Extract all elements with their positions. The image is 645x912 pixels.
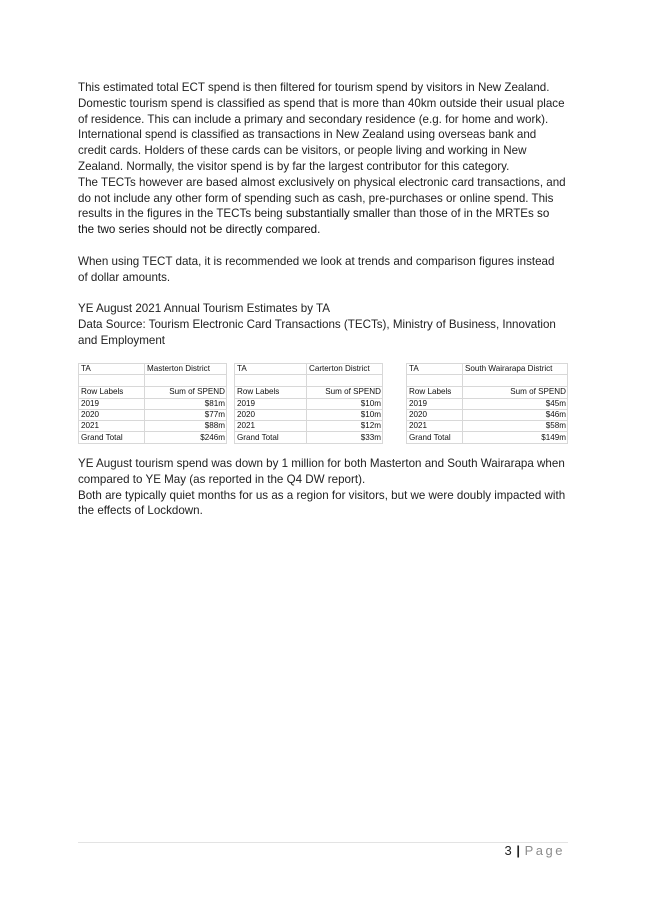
row-labels-header: Row Labels: [79, 387, 145, 398]
paragraph-quiet-months: Both are typically quiet months for us as a region for visitors, but we were doubly impacted with the effects of Lockdown.: [78, 488, 566, 518]
ta-label: TA: [235, 364, 307, 375]
row-label: 2020: [235, 409, 307, 420]
paragraph-tect-limitations: [78, 175, 566, 238]
table-row: [407, 398, 568, 409]
row-value: $10m: [307, 398, 383, 409]
page-footer: [505, 843, 566, 858]
grand-total-value: $33m: [307, 432, 383, 443]
grand-total-label: Grand Total: [235, 432, 307, 443]
ta-label: TA: [79, 364, 145, 375]
sum-header: Sum of SPEND: [307, 387, 383, 398]
row-labels-header: Row Labels: [407, 387, 463, 398]
row-value: $58m: [463, 421, 568, 432]
sum-header: Sum of SPEND: [145, 387, 227, 398]
body-text-top: [78, 80, 566, 349]
paragraph-tect-text-c: than those of in the MRTEs: [390, 207, 538, 221]
page-label: Page: [524, 843, 565, 858]
table-row: [79, 421, 227, 432]
row-value: $81m: [145, 398, 227, 409]
table-row: [407, 409, 568, 420]
row-label: 2019: [235, 398, 307, 409]
pivot-table-south-wairarapa: [406, 363, 568, 444]
grand-total-label: Grand Total: [79, 432, 145, 443]
row-label: 2019: [79, 398, 145, 409]
ta-value: South Wairarapa District: [463, 364, 568, 375]
footer-divider: [78, 842, 568, 843]
table-row: [79, 398, 227, 409]
row-label: 2021: [79, 421, 145, 432]
grand-total-row: [79, 432, 227, 443]
row-value: $10m: [307, 409, 383, 420]
grand-total-row: [235, 432, 383, 443]
paragraph-spend-down: YE August tourism spend was down by 1 million for both Masterton and South Wairarapa when compared to YE May (as reported in the Q4 DW report).: [78, 457, 565, 486]
pivot-table-masterton: [78, 363, 227, 444]
data-source: Data Source: Tourism Electronic Card Transactions (TECTs), Ministry of Business, Innovation and Employment: [78, 317, 556, 347]
row-label: 2020: [79, 409, 145, 420]
grand-total-value: $149m: [463, 432, 568, 443]
row-value: $45m: [463, 398, 568, 409]
row-value: $88m: [145, 421, 227, 432]
table-row: [235, 421, 383, 432]
ta-label: TA: [407, 364, 463, 375]
row-value: $46m: [463, 409, 568, 420]
body-text-bottom: [78, 456, 566, 519]
pivot-table-carterton: [234, 363, 383, 444]
row-label: 2019: [407, 398, 463, 409]
paragraph-ect-spend: This estimated total ECT spend is then filtered for tourism spend by visitors in New Zealand. Domestic tourism spend is classified as spend that is more than 40km outside their usual place of residence. This can include a primary and secondary residence (e.g. for home and work). International spend is classified as transactions in New Zealand using overseas bank and credit cards. Holders of these cards can be visitors, or people living and working in New Zealand. Normally, the visitor spend is by far the largest contributor for this category.: [78, 81, 565, 173]
table-row: [79, 409, 227, 420]
page-number: 3: [504, 843, 513, 858]
ta-value: Carterton District: [307, 364, 383, 375]
row-value: $12m: [307, 421, 383, 432]
emphasis-substantially-smaller: substantially smaller: [285, 207, 391, 221]
emphasis-not-compared: so the two series should not be directly compared.: [78, 207, 550, 237]
page-separator: |: [516, 843, 521, 858]
tables-title: YE August 2021 Annual Tourism Estimates by TA: [78, 302, 330, 316]
grand-total-row: [407, 432, 568, 443]
row-label: 2021: [407, 421, 463, 432]
table-row: [235, 398, 383, 409]
pivot-tables: [78, 363, 567, 442]
row-label: 2021: [235, 421, 307, 432]
paragraph-recommendation: When using TECT data, it is recommended we look at trends and comparison figures instead of dollar amounts.: [78, 254, 555, 284]
grand-total-value: $246m: [145, 432, 227, 443]
grand-total-label: Grand Total: [407, 432, 463, 443]
row-label: 2020: [407, 409, 463, 420]
row-labels-header: Row Labels: [235, 387, 307, 398]
row-value: $77m: [145, 409, 227, 420]
sum-header: Sum of SPEND: [463, 387, 568, 398]
ta-value: Masterton District: [145, 364, 227, 375]
table-row: [407, 421, 568, 432]
paragraph-tect-text-a: The TECTs however are based almost exclusively on physical electronic card transactions, and do not include any other form of spending such as cash, pre-purchases or online spend. This results in the figures in the TECTs being: [78, 175, 566, 221]
table-row: [235, 409, 383, 420]
